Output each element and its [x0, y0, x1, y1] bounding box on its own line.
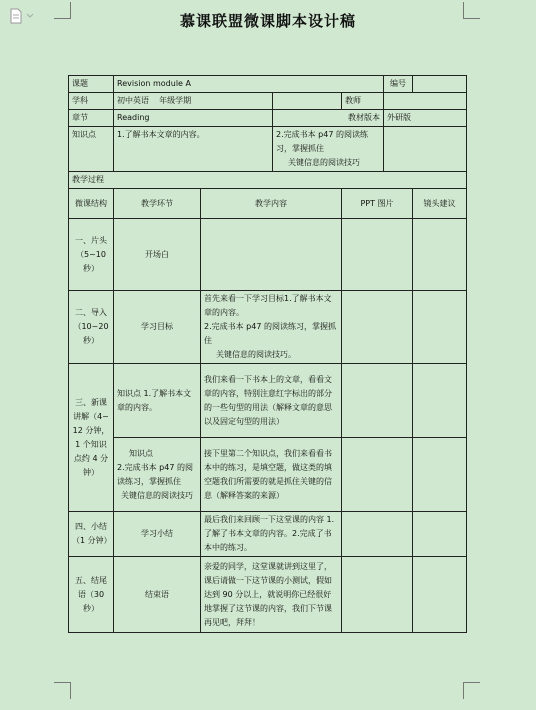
code-label: 编号	[384, 76, 413, 93]
header-step: 教学环节	[114, 189, 201, 219]
row-content	[201, 219, 342, 291]
row-camera	[413, 364, 467, 438]
content-line: 关键信息的阅读技巧。	[216, 350, 296, 359]
document-title: 慕课联盟微课脚本设计稿	[179, 12, 356, 30]
row-structure: 三、新课讲解（4~12 分钟，1 个知识点约 4 分钟）	[69, 364, 114, 512]
row-step: 开场白	[114, 219, 201, 291]
row-ppt	[342, 557, 413, 633]
row-content: 最后我们来回顾一下这堂课的内容 1.了解了书本文章的内容。2.完成了书本中的练习。	[201, 512, 342, 557]
row-ppt	[342, 219, 413, 291]
knowledge-point-1: 1.了解书本文章的内容。	[114, 127, 273, 172]
row-camera	[413, 512, 467, 557]
page-corner-mark	[463, 682, 480, 699]
row-content: 亲爱的同学，这堂课就讲到这里了，课后请做一下这节课的小测试，假如达到 90 分以上，就说明你已经很好地掌握了这节课的内容，我们下节课再见吧，拜拜！	[201, 557, 342, 633]
header-content: 教学内容	[201, 189, 342, 219]
row-content: 我们来看一下书本上的文章，看看文章的内容，特别注意红字标出的部分的一些句型的用法（解释文章的意思以及固定句型的用法）	[201, 364, 342, 438]
header-structure: 微课结构	[69, 189, 114, 219]
row-camera	[413, 557, 467, 633]
row-camera	[413, 291, 467, 364]
grade-value	[273, 93, 342, 110]
row-ppt	[342, 364, 413, 438]
row-structure: 四、小结（1 分钟）	[69, 512, 114, 557]
row-ppt	[342, 512, 413, 557]
textbook-version-value: 外研版	[384, 110, 467, 127]
subject-cell	[114, 93, 273, 110]
step-line: 2.完成书本 p47 的阅读练习，掌握抓住	[117, 462, 193, 486]
row-step: 学习小结	[114, 512, 201, 557]
teacher-value	[384, 93, 467, 110]
page-corner-mark	[54, 682, 71, 699]
header-ppt: PPT 图片	[342, 189, 413, 219]
row-step	[114, 438, 201, 512]
row-step: 结束语	[114, 557, 201, 633]
topic-value: Revision module A	[114, 76, 384, 93]
row-ppt	[342, 291, 413, 364]
knowledge-points-label: 知识点	[69, 127, 114, 172]
script-design-table	[68, 75, 467, 633]
knowledge-point-2	[273, 127, 384, 172]
code-value	[413, 76, 467, 93]
row-step: 学习目标	[114, 291, 201, 364]
row-content	[201, 291, 342, 364]
chapter-label: 章节	[69, 110, 114, 127]
knowledge-points-empty	[384, 127, 467, 172]
row-structure: 五、结尾语（30 秒）	[69, 557, 114, 633]
content-line: 2.完成书本 p47 的阅读练习，掌握抓住	[204, 322, 336, 345]
grade-label: 年级学期	[159, 96, 192, 105]
teaching-process-label: 教学过程	[69, 172, 467, 189]
subject-label: 学科	[69, 93, 114, 110]
row-structure: 二、导入（10~20 秒）	[69, 291, 114, 364]
row-step: 知识点 1.了解书本文章的内容。	[114, 364, 201, 438]
step-line: 知识点	[129, 448, 153, 458]
topic-label: 课题	[69, 76, 114, 93]
row-camera	[413, 438, 467, 512]
row-content: 接下里第二个知识点，我们来看看书本中的练习，是填空题，做这类的填空题我们所需要的就是抓住关键的信息（解释答案的来源）	[201, 438, 342, 512]
content-line: 首先来看一下学习目标1.了解书本文章的内容。	[204, 294, 332, 317]
knowledge-point-2-line: 2.完成书本 p47 的阅读练习，掌握抓住	[276, 130, 368, 153]
row-ppt	[342, 438, 413, 512]
row-structure: 一、片头（5~10 秒）	[69, 219, 114, 291]
header-camera: 镜头建议	[413, 189, 467, 219]
textbook-version-label: 教材版本	[273, 110, 384, 127]
row-camera	[413, 219, 467, 291]
chapter-value: Reading	[114, 110, 273, 127]
teacher-label: 教师	[342, 93, 384, 110]
subject-value: 初中英语	[117, 96, 149, 105]
knowledge-point-2-line: 关键信息的阅读技巧	[288, 158, 360, 167]
step-line: 关键信息的阅读技巧	[121, 490, 193, 500]
